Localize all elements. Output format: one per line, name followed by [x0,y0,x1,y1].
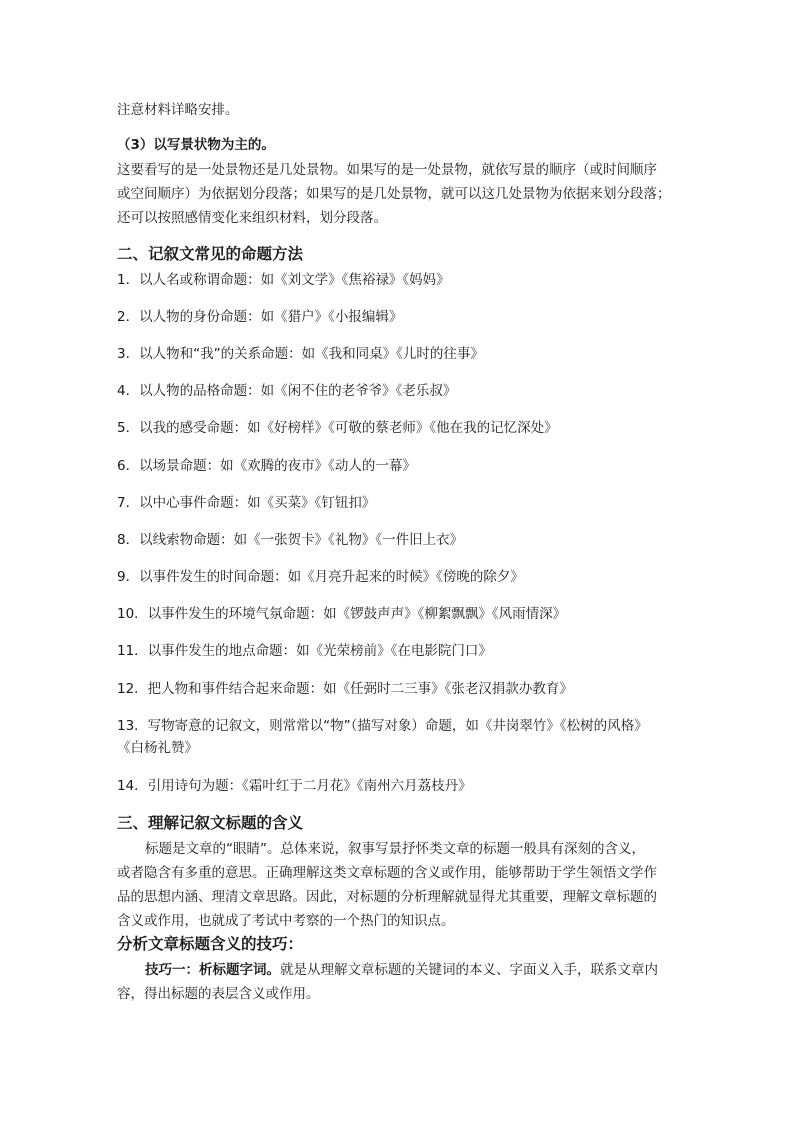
tip-1-line-1 [145,960,658,980]
list-item: 3．以人物和“我”的关系命题：如《我和同桌》《儿时的往事》 [117,346,484,362]
list-item: 12．把人物和事件结合起来命题：如《任弼时二三事》《张老汉捐款办教育》 [117,681,573,697]
list-item-13-line-2: 《白杨礼赞》 [117,740,198,756]
list-item: 11．以事件发生的地点命题：如《光荣榜前》《在电影院门口》 [117,643,492,659]
list-item: 5．以我的感受命题：如《好榜样》《可敬的蔡老师》《他在我的记忆深处》 [117,420,558,436]
tip-1-text: 就是从理解文章标题的关键词的本义、字面义入手，联系文章内 [280,962,658,978]
list-item: 8．以线索物命题：如《一张贺卡》《礼物》《一件旧上衣》 [117,532,464,548]
section-3-heading: 三、理解记叙文标题的含义 [117,814,304,832]
section-3-para-line-3: 品的思想内涵、理清文章思路。因此，对标题的分析理解就显得尤其重要，理解文章标题的 [117,889,657,905]
list-item: 7．以中心事件命题：如《买菜》《钉钮扣》 [117,495,376,511]
scenery-line-2: 或空间顺序）为依据划分段落；如果写的是几处景物，就可以这几处景物为依据来划分段落； [117,186,671,202]
list-item: 6．以场景命题：如《欢腾的夜市》《动人的一幕》 [117,458,416,474]
list-item: 1．以人名或称谓命题：如《刘文学》《焦裕禄》《妈妈》 [117,272,450,288]
tip-1-label: 技巧一：析标题字词。 [145,962,280,978]
continuation-text: 注意材料详略安排。 [117,102,239,118]
list-item: 9．以事件发生的时间命题：如《月亮升起来的时候》《傍晚的除夕》 [117,569,524,585]
list-item-13-line-1: 13．写物寄意的记叙文，则常常以“物”（描写对象）命题，如《井岗翠竹》《松树的风格》 [117,718,648,734]
section-2-heading: 二、记叙文常见的命题方法 [117,245,304,263]
section-3-para-line-2: 或者隐含有多重的意思。正确理解这类文章标题的含义或作用，能够帮助于学生领悟文学作 [117,865,657,881]
list-item: 4．以人物的品格命题：如《闲不住的老爷爷》《老乐叔》 [117,383,457,399]
section-3-para-line-1: 标题是文章的“眼睛”。总体来说，叙事写景抒怀类文章的标题一般具有深刻的含义， [145,841,645,857]
techniques-subheading: 分析文章标题含义的技巧： [117,935,304,953]
tip-1-line-2: 容，得出标题的表层含义或作用。 [117,986,320,1002]
list-item: 14．引用诗句为题：《霜叶红于二月花》《南州六月荔枝丹》 [117,778,472,794]
section-3-para-line-4: 含义或作用，也就成了考试中考察的一个热门的知识点。 [117,913,455,929]
scenery-line-1: 这要看写的是一处景物还是几处景物。如果写的是一处景物，就依写景的顺序（或时间顺序 [117,162,657,178]
list-item: 10．以事件发生的环境气氛命题：如《锣鼓声声》《柳絮飘飘》《风雨情深》 [117,606,567,622]
scenery-heading: （3）以写景状物为主的。 [117,137,275,153]
scenery-line-3: 还可以按照感情变化来组织材料，划分段落。 [117,210,387,226]
list-item: 2．以人物的身份命题：如《猎户》《小报编辑》 [117,309,403,325]
